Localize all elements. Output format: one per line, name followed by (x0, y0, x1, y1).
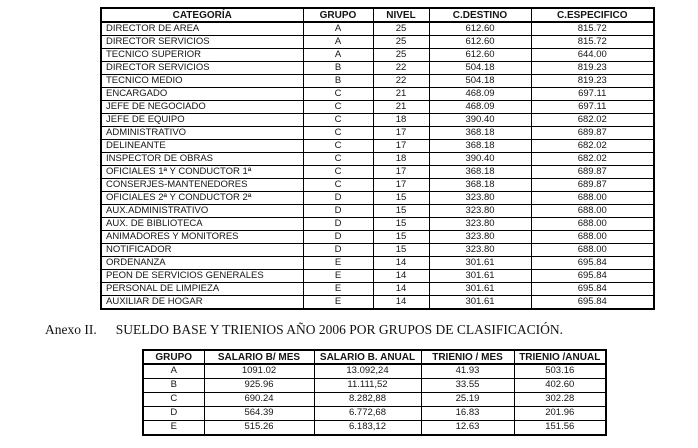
table-cell: ANIMADORES Y MONITORES (101, 231, 303, 244)
table-cell: 368.18 (429, 140, 531, 153)
table-cell: 390.40 (429, 153, 531, 166)
table-cell: 15 (373, 231, 429, 244)
table-cell: ENCARGADO (101, 88, 303, 101)
table-cell: E (143, 421, 204, 436)
table-cell: C (303, 140, 373, 153)
table-row (101, 36, 654, 49)
table-cell: E (303, 283, 373, 296)
table-cell: ORDENANZA (101, 257, 303, 270)
table-row (101, 231, 654, 244)
table-cell: 301.61 (429, 296, 531, 310)
table-cell: E (303, 270, 373, 283)
table-cell: 17 (373, 166, 429, 179)
anexo-label: Anexo II. (45, 322, 97, 337)
table-cell: A (143, 364, 204, 379)
table-cell: 504.18 (429, 75, 531, 88)
table-cell: 612.60 (429, 49, 531, 62)
table-cell: 323.80 (429, 231, 531, 244)
table-cell: D (303, 205, 373, 218)
table-cell: 504.18 (429, 62, 531, 75)
table-cell: 695.84 (531, 283, 654, 296)
anexo-heading (45, 322, 563, 338)
table-row (101, 192, 654, 205)
column-header: SALARIO B/ MES (204, 350, 314, 364)
table-cell: DIRECTOR SERVICIOS (101, 36, 303, 49)
table-cell: PERSONAL DE LIMPIEZA (101, 283, 303, 296)
column-header: CATEGORÍA (101, 8, 303, 22)
table-row (101, 296, 654, 310)
table-cell: 14 (373, 270, 429, 283)
table-cell: INSPECTOR DE OBRAS (101, 153, 303, 166)
table-cell: C (303, 127, 373, 140)
table-cell: 15 (373, 244, 429, 257)
table-cell: AUX.ADMINISTRATIVO (101, 205, 303, 218)
table-row (101, 127, 654, 140)
table-row (101, 140, 654, 153)
table-cell: 17 (373, 140, 429, 153)
table-cell: 402.60 (514, 379, 606, 393)
table-cell: 323.80 (429, 192, 531, 205)
table-cell: 22 (373, 62, 429, 75)
anexo-title: SUELDO BASE Y TRIENIOS AÑO 2006 POR GRUPOS DE CLASIFICACIÓN. (115, 322, 564, 337)
table-cell: 689.87 (531, 127, 654, 140)
table-cell: 682.02 (531, 153, 654, 166)
base-salary-trienios-table (142, 349, 607, 436)
table-row (101, 270, 654, 283)
table-cell: 644.00 (531, 49, 654, 62)
table-cell: A (303, 36, 373, 49)
table-cell: DIRECTOR SERVICIOS (101, 62, 303, 75)
table-cell: 33.55 (421, 379, 514, 393)
table-cell: OFICIALES 2ª Y CONDUCTOR 2ª (101, 192, 303, 205)
table-cell: 15 (373, 192, 429, 205)
table-cell: 25.19 (421, 393, 514, 407)
table-cell: 14 (373, 257, 429, 270)
table-cell: JEFE DE NEGOCIADO (101, 101, 303, 114)
table-cell: 368.18 (429, 179, 531, 192)
table-cell: 690.24 (204, 393, 314, 407)
table-cell: AUX. DE BIBLIOTECA (101, 218, 303, 231)
table-cell: 323.80 (429, 218, 531, 231)
table-cell: 468.09 (429, 101, 531, 114)
table-cell: PEON DE SERVICIOS GENERALES (101, 270, 303, 283)
table-cell: 15 (373, 205, 429, 218)
table-cell: 688.00 (531, 231, 654, 244)
table-cell: C (143, 393, 204, 407)
table-cell: 689.87 (531, 166, 654, 179)
table-cell: 368.18 (429, 127, 531, 140)
table-row (101, 166, 654, 179)
table-row (101, 218, 654, 231)
table-cell: 819.23 (531, 62, 654, 75)
table-cell: 11.111,52 (314, 379, 421, 393)
table-cell: 41.93 (421, 364, 514, 379)
table-cell: 688.00 (531, 218, 654, 231)
table-cell: 201.96 (514, 407, 606, 421)
table-row (143, 393, 606, 407)
table-row (143, 407, 606, 421)
table-cell: 1091.02 (204, 364, 314, 379)
table-cell: B (303, 62, 373, 75)
table-cell: 14 (373, 283, 429, 296)
column-header: C.ESPECIFICO (531, 8, 654, 22)
table-cell: 8.282,88 (314, 393, 421, 407)
column-header: SALARIO B. ANUAL (314, 350, 421, 364)
table-cell: TECNICO MEDIO (101, 75, 303, 88)
table-row (101, 153, 654, 166)
table-cell: 390.40 (429, 114, 531, 127)
table-row (101, 101, 654, 114)
column-header: GRUPO (143, 350, 204, 364)
table-cell: 13.092,24 (314, 364, 421, 379)
table-cell: C (303, 179, 373, 192)
table-cell: 6.183,12 (314, 421, 421, 436)
table-row (143, 379, 606, 393)
table-cell: C (303, 114, 373, 127)
table-cell: 612.60 (429, 22, 531, 36)
table-cell: TECNICO SUPERIOR (101, 49, 303, 62)
column-header: C.DESTINO (429, 8, 531, 22)
table-cell: 682.02 (531, 140, 654, 153)
table-cell: 695.84 (531, 296, 654, 310)
table-cell: DIRECTOR DE AREA (101, 22, 303, 36)
table-cell: 14 (373, 296, 429, 310)
column-header: TRIENIO / MES (421, 350, 514, 364)
table-cell: 301.61 (429, 283, 531, 296)
table-cell: 503.16 (514, 364, 606, 379)
table-cell: 815.72 (531, 36, 654, 49)
table-cell: 22 (373, 75, 429, 88)
table-cell: 697.11 (531, 88, 654, 101)
table-row (101, 179, 654, 192)
table-cell: 515.26 (204, 421, 314, 436)
table-cell: 695.84 (531, 270, 654, 283)
table-cell: OFICIALES 1ª Y CONDUCTOR 1ª (101, 166, 303, 179)
table-cell: 12.63 (421, 421, 514, 436)
table-cell: 368.18 (429, 166, 531, 179)
table-cell: DELINEANTE (101, 140, 303, 153)
table-cell: D (303, 192, 373, 205)
table-cell: 695.84 (531, 257, 654, 270)
table-cell: 612.60 (429, 36, 531, 49)
table-cell: 925.96 (204, 379, 314, 393)
table-row (101, 205, 654, 218)
table-cell: D (303, 244, 373, 257)
table-cell: 21 (373, 88, 429, 101)
table-cell: 819.23 (531, 75, 654, 88)
table-cell: 682.02 (531, 114, 654, 127)
table-row (101, 75, 654, 88)
table-cell: C (303, 153, 373, 166)
table-row (101, 62, 654, 75)
table-cell: 301.61 (429, 257, 531, 270)
table-cell: C (303, 101, 373, 114)
table-row (101, 114, 654, 127)
table-cell: 301.61 (429, 270, 531, 283)
table-cell: A (303, 49, 373, 62)
table-cell: 25 (373, 36, 429, 49)
table-cell: D (303, 231, 373, 244)
table-cell: E (303, 257, 373, 270)
table-cell: 323.80 (429, 244, 531, 257)
column-header: GRUPO (303, 8, 373, 22)
table-cell: 688.00 (531, 244, 654, 257)
table-cell: 25 (373, 22, 429, 36)
table-cell: 6.772,68 (314, 407, 421, 421)
table-cell: 815.72 (531, 22, 654, 36)
table-cell: 17 (373, 179, 429, 192)
table-cell: AUXILIAR DE HOGAR (101, 296, 303, 310)
table-row (101, 22, 654, 36)
table-cell: 16.83 (421, 407, 514, 421)
table-row (143, 364, 606, 379)
table-cell: 17 (373, 127, 429, 140)
table-cell: A (303, 22, 373, 36)
table-cell: 15 (373, 218, 429, 231)
table-row (101, 257, 654, 270)
table-cell: 689.87 (531, 179, 654, 192)
table-cell: 468.09 (429, 88, 531, 101)
table-cell: 151.56 (514, 421, 606, 436)
table-cell: D (143, 407, 204, 421)
table-cell: C (303, 166, 373, 179)
table-cell: ADMINISTRATIVO (101, 127, 303, 140)
header-row (101, 8, 654, 22)
table-cell: 323.80 (429, 205, 531, 218)
table-cell: D (303, 218, 373, 231)
table-cell: NOTIFICADOR (101, 244, 303, 257)
table-row (101, 244, 654, 257)
table-cell: 25 (373, 49, 429, 62)
table-row (101, 88, 654, 101)
column-header: NIVEL (373, 8, 429, 22)
table-cell: B (143, 379, 204, 393)
categories-levels-table (100, 7, 655, 310)
table-row (143, 421, 606, 436)
header-row (143, 350, 606, 364)
table-row (101, 49, 654, 62)
table-cell: 18 (373, 114, 429, 127)
table-cell: 302.28 (514, 393, 606, 407)
table-cell: JEFE DE EQUIPO (101, 114, 303, 127)
column-header: TRIENIO /ANUAL (514, 350, 606, 364)
table-cell: B (303, 75, 373, 88)
table-cell: C (303, 88, 373, 101)
table-cell: 697.11 (531, 101, 654, 114)
table-cell: 564.39 (204, 407, 314, 421)
table-cell: CONSERJES-MANTENEDORES (101, 179, 303, 192)
table-cell: E (303, 296, 373, 310)
table-cell: 688.00 (531, 192, 654, 205)
table-row (101, 283, 654, 296)
table-cell: 18 (373, 153, 429, 166)
table-cell: 688.00 (531, 205, 654, 218)
table-cell: 21 (373, 101, 429, 114)
